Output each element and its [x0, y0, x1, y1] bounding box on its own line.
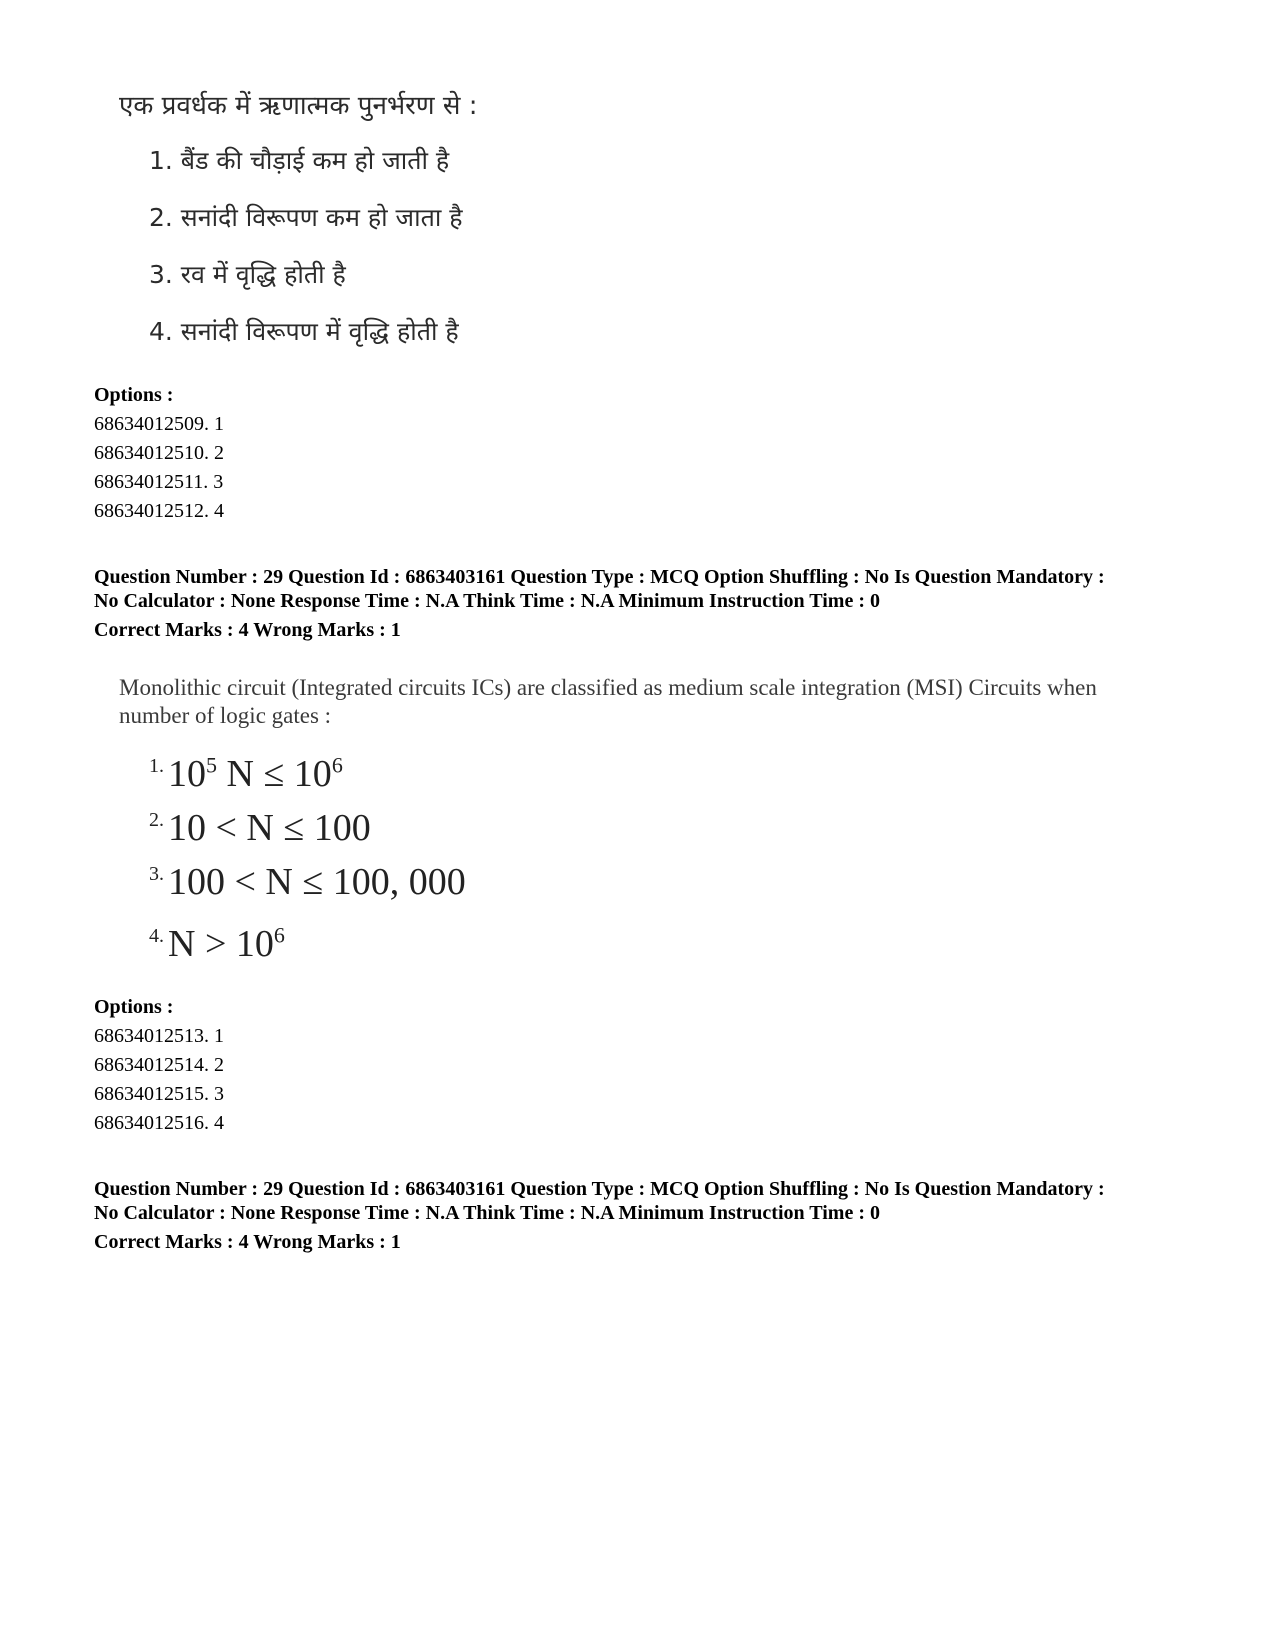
math-exponent: 6 — [331, 752, 343, 778]
question-28-stem: एक प्रवर्धक में ऋणात्मक पुनर्भरण से : — [119, 91, 478, 121]
question-28-option-3: 68634012511. 3 — [94, 471, 224, 493]
math-exponent: 5 — [206, 752, 217, 778]
item-number: 3. — [149, 863, 164, 885]
question-28-option-1: 68634012509. 1 — [94, 413, 224, 435]
question-29-options-label: Options : — [94, 996, 174, 1018]
question-next-meta-line-2: No Calculator : None Response Time : N.A Think Time : N.A Minimum Instruction Time : 0 — [94, 1202, 880, 1224]
math-exponent: 6 — [273, 922, 285, 948]
question-29-option-4: 68634012516. 4 — [94, 1112, 224, 1134]
question-28-option-2: 68634012510. 2 — [94, 442, 224, 464]
question-29-item-3 — [149, 860, 466, 904]
question-29-option-2: 68634012514. 2 — [94, 1054, 224, 1076]
math-base: 10 — [168, 753, 206, 795]
question-29-item-1 — [149, 752, 343, 796]
question-29-option-1: 68634012513. 1 — [94, 1025, 224, 1047]
math-expression: 10 < N ≤ 100 — [168, 807, 371, 849]
question-29-option-3: 68634012515. 3 — [94, 1083, 224, 1105]
question-28-options-label: Options : — [94, 384, 174, 406]
question-28-item-3: 3. रव में वृद्धि होती है — [149, 260, 346, 289]
question-29-item-4 — [149, 922, 285, 966]
item-number: 1. — [149, 755, 164, 777]
question-28-item-1: 1. बैंड की चौड़ाई कम हो जाती है — [149, 146, 450, 175]
math-middle: N ≤ 10 — [217, 753, 332, 795]
question-28-item-2: 2. सनांदी विरूपण कम हो जाता है — [149, 203, 463, 232]
question-29-meta-line-2: No Calculator : None Response Time : N.A Think Time : N.A Minimum Instruction Time : 0 — [94, 590, 880, 612]
question-next-meta-line-1: Question Number : 29 Question Id : 6863403161 Question Type : MCQ Option Shuffling : No Is Question Mandatory : — [94, 1178, 1105, 1200]
item-number: 4. — [149, 925, 164, 947]
question-28-item-4: 4. सनांदी विरूपण में वृद्धि होती है — [149, 317, 459, 346]
question-29-meta-line-1: Question Number : 29 Question Id : 6863403161 Question Type : MCQ Option Shuffling : No Is Question Mandatory : — [94, 566, 1105, 588]
question-29-stem: Monolithic circuit (Integrated circuits ICs) are classified as medium scale integration (MSI) Circuits when number of logic gates : — [119, 675, 1097, 728]
math-expression: N > 10 — [168, 923, 274, 965]
question-29-marks: Correct Marks : 4 Wrong Marks : 1 — [94, 619, 401, 641]
question-28-option-4: 68634012512. 4 — [94, 500, 224, 522]
math-expression: 100 < N ≤ 100, 000 — [168, 861, 466, 903]
question-29-item-2 — [149, 806, 371, 850]
item-number: 2. — [149, 809, 164, 831]
question-next-marks: Correct Marks : 4 Wrong Marks : 1 — [94, 1231, 401, 1253]
